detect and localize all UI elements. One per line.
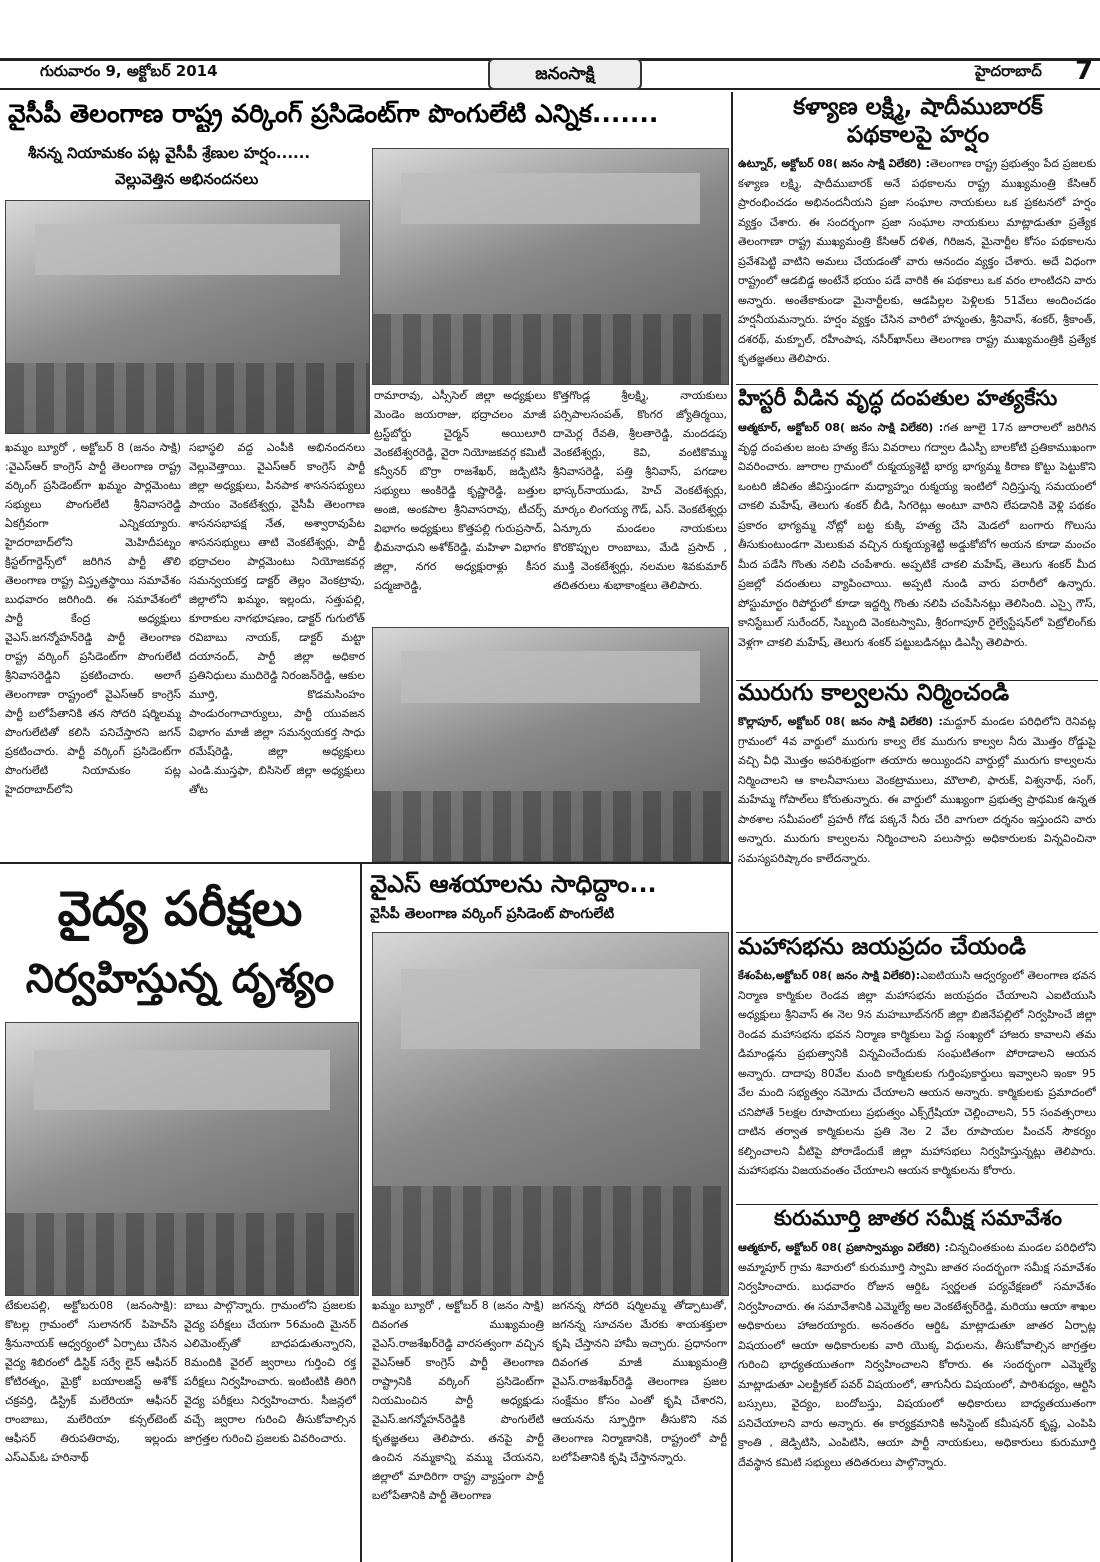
edition-city: హైదరాబాద్ xyxy=(975,62,1042,80)
r4-dateline: కేశంపేట,అక్టోబర్ 08( జనం సాక్షి విలేకరి): xyxy=(738,969,921,982)
medical-headline-2: నిర్వహిస్తున్న దృశ్యం xyxy=(25,956,335,1002)
lower-divider xyxy=(360,862,362,1562)
main-col-3: రామారావు, ఎస్సీసెల్ జిల్లా అధ్యక్షులు మెండెం జయరాజు, భద్రాచలం మాజీ ట్రస్ట్‌బోర్డు చైర్మన్ అయిలూరి వెంకటేశ్వరరెడ్డి, వైరా నియోజకవర్గ కమిటీ కన్వీనర్ బొర్రా రాజశేఖర్, జడ్పిటిసి సభ్యులు అంకిరెడ్డి కృష్ణారెడ్డి, బత్తుల అంజి, అంకపాల శ్రీనివాసరావు, టీచర్స్ విభాగం అధ్యక్షులు కొత్తపల్లి గురుప్రసాద్, భీమనాధుని అశోక్‌రెడ్డి, మహిళా విభాగం జిల్లా, నగర అధ్యక్షురాళ్లు కీసర పద్మజారెడ్డి, xyxy=(374,389,546,592)
r2-body xyxy=(738,418,1096,678)
photo-leaders-poster xyxy=(372,148,729,385)
ys-headline: వైఎస్ ఆశయాలను సాధిద్దాం... xyxy=(370,870,657,898)
r1-headline-1: కళ్యాణ లక్ష్మి, షాదీముబారక్ xyxy=(793,94,1043,120)
ys-subheadline: వైసీపీ తెలంగాణ వర్కింగ్ ప్రసిడెంట్ పొంగులేటి xyxy=(370,906,615,922)
photo-meeting-crowd xyxy=(372,627,729,862)
r5-dateline: ఆత్మకూర్, అక్టోబర్ 08( ప్రజాస్వామ్యం విలేకరి) : xyxy=(738,1241,949,1254)
r2-dateline: ఆత్మకూర్, అక్టోబర్ 08( జనం సాక్షి విలేకరి) : xyxy=(738,421,944,434)
r1-dateline: ఉట్నూర్, అక్టోబర్ 08( జనం సాక్షి విలేకరి) : xyxy=(738,157,931,170)
main-subheadline-1: శీనన్న నియామకం పట్ల వైసీపీ శ్రేణుల హర్షం...... xyxy=(28,144,311,162)
photo-medical-camp xyxy=(5,1022,359,1296)
main-col-4: కొత్తగొండ్ల శ్రీలక్ష్మి, నాయకులు పర్సిపాలసంపత్, కొంగర జ్యోతిర్మయి, దామెర్ల రేవతి, శ్రీలతారెడ్డి, మందడపు వెంకటేశ్వర్లు, కెవి, వంటికొమ్ము శ్రీనివాసరెడ్డి, పత్తి శ్రీనివాస్, పగడాల భాస్కర్‌నాయుడు, హెచ్ వెంకటేశ్వర్లు, మార్కం లింగయ్య గౌడ్, ఎస్. వెంకటేశ్వర్లు ఏన్కూరు మండలం నాయకులు కొరకొప్పుల రాంబాబు, మేడి ప్రసాద్ , ముక్తి వెంకటేశ్వర్లు, నలమల శివకుమార్ తదితరులు శుభాకాంక్షలు తెలిపారు. xyxy=(553,389,727,592)
r5-headline: కురుమూర్తి జాతర సమీక్ష సమావేశం xyxy=(773,1206,1063,1230)
main-col-2: సభాస్థలి వద్ద ఎంపీకి అభినందనలు వెల్లువెత్తాయి. వైఎస్ఆర్ కాంగ్రెస్ పార్టీ జిల్లా అధ్యక్షులు, పినపాక శాసనసభ్యులు పాయం వెంకటేశ్వర్లు, వైసీపీ తెలంగాణ శాసనసభాపక్ష నేత, అశ్వారావుపేట శాసనసభ్యులు తాటి వెంకటేశ్వర్లు, పార్టీ భద్రాచలం పార్లమెంటు నియోజకవర్గ సమన్వయకర్త డాక్టర్ తెల్లం వెంకట్రావు, జిల్లాలోని ఖమ్మం, ఇల్లందు, సత్తుపల్లి, కూరాకుల నాగభూషణం, డాక్టర్ గుగులోత్ రవిబాబు నాయక్, డాక్టర్ మట్టా దయానంద్, పార్టీ జిల్లా అధికార ప్రతినిధులు ముదిరెడ్డి నిరంజన్‌రెడ్డి, ఆకుల మూర్తి, కొడమసింహం పాండురంగాచార్యులు, పార్టీ యువజన విభాగం మాజీ జిల్లా సమన్వయకర్త సాధు రమేష్‌రెడ్డి, జిల్లా అధ్యక్షులు ఎండి.ముస్తఫా, బిసిసెల్ జిల్లా అధ్యక్షులు తోట xyxy=(189,441,365,796)
r-rule-3 xyxy=(736,932,1098,933)
main-headline: వైసీపీ తెలంగాణ రాష్ట్ర వర్కింగ్ ప్రసిడెంట్‌గా పొంగులేటి ఎన్నిక....... xyxy=(8,99,659,128)
r5-body xyxy=(738,1238,1096,1556)
main-subheadline-2: వెల్లువెత్తిన అభినందనలు xyxy=(115,170,259,188)
r4-body xyxy=(738,966,1096,1202)
medical-col-2: బాబు పాల్గొన్నారు. గ్రామంలోని ప్రజలకు వైద్య పరీక్షలు చేయగా 56మంది మైనర్ ఎలిమెంట్స్‌తో బాధపడుతున్నారని, 8మందికి వైరల్ జ్వరాలు గుర్తించి రక్త పరీక్షలు నిర్వహించారు. ఇంటింటికి తిరిగి వైద్య పరీక్షలు నిర్వహించారు. సీజన్లలో వచ్చే జ్వరాల గురించి తీసుకోవాల్సిన జాగ్రత్తల గురించి ప్రజలకు వివరించారు. xyxy=(184,1299,356,1445)
issue-date: గురువారం 9, అక్టోబర్ 2014 xyxy=(40,62,218,80)
r2-text: గత జూలై 17న జూరాలలో జరిగిన వృద్ధ దంపతుల జంట హత్య కేసు వివరాలు గద్వాల డిఎస్పీ బాలకోటి ప్రతికాముఖంగా వివరించారు. జూరాల గ్రామంలో రుక్మయ్యశెట్టి భార్య భాగ్యమ్మ కిరాణ కొట్టు పెట్టుకొని ఒంటరి జీవితం జీవిస్తుండగా మధ్యాహ్నం రుక్మయ్య ఇంటిలో నిద్రిస్తున్న సమయంలో చాకలి మహేష్, తెలుగు శంకర్ బీడి, సిగరెట్లు అంటూ వారిని లేపడానికి వెళ్లి పథకం ప్రకారం భాగ్యమ్మ నోట్లో బట్ట కుక్కి హత్య చేసి మెడలో బంగారు గొలుసు తీసుకుంటుండగా మెలుకువ వచ్చిన రుక్మయ్యశెట్టి అడ్డుకోబోగ అయన కూడా మంచం మీద పడేసి గొంతు నలిపి చంపేశారు. అప్పటికే చాకలి మహేష్, తెలుగు శంకర్ మీద ప్రజల్లో వదంతులు వ్యాపించాయి. అప్పటి నుండి వారు పరారీలో ఉన్నారు. పోస్టుమార్టం రిపోర్టులో కూడా ఇద్దర్ని గొంతు నలిపి చంపేసినట్లు తెలిసింది. ఎస్సై గౌస్, కానిస్టేబుల్ సురేందర్, సిబ్బంది వెంకటస్వామి, శ్రీరంగాపూర్ రైల్వేస్టేషన్‌లో పెట్రోలింగ్‌కు వెళ్లగా చాకలి మహేష్, తెలుగు శంకర్ పట్టుబడినట్లు డిఎస్పీ తెలిపారు. xyxy=(738,421,1096,649)
r3-body xyxy=(738,712,1096,930)
right-column-divider xyxy=(731,92,733,1562)
section-divider xyxy=(0,862,731,864)
r1-text: తెలంగాణ రాష్ట్ర ప్రభుత్వం పేద ప్రజలకు కళ్యాణ లక్ష్మి, షాదీముబారక్ అనే పథకాలను రాష్ట్ర ముఖ్యమంత్రి కేసిఆర్ ప్రారంభించడం అభినందనీయని ప్రజా సంఘాల నాయకులు ఒక ప్రకటనలో హర్షం వ్యక్తం చేశారు. ఈ సందర్భంగా ప్రజా సంఘాల నాయకులు మాట్లాడుతూ ప్రత్యేక తెలంగాణా రాష్ట్ర ముఖ్యమంత్రి కేసిఆర్ దళిత, గిరిజన, మైనార్టీల కోసం పథకాలను ప్రవేశపెట్టి వాటిని అమలు చేయడంతో వారు ఆనందం వ్యక్తం చేశారు. అదే విధంగా రాష్ట్రంలో ఆడబిడ్డ అంటేనే భయం పడే వారికి ఈ పథకాలు ఒక వరం లాంటిదని వారు అన్నారు. అంతేకాకుండా మైనార్టీలకు, ఆడపిల్లల పెళ్లిలకు 51వేలు అందించడం హర్షనీయమన్నారు. హర్షం వ్యక్తం చేసిన వారిలో హన్మంతు, శ్రీనివాస్, శంకర్, శ్రీకాంత్, దశరథ్, మక్బూల్, రహీంపాష, నసీర్‌ఖాన్‌లు తెలంగాణ రాష్ట్ర ముఖ్యమంత్రికి ప్రత్యేక కృతజ్ఞతలు తెలిపారు. xyxy=(738,157,1096,365)
medical-col-1: టేకులపల్లి, అక్టోబరు08 (జనంసాక్షి): కొటల్ల గ్రామంలో సులానగర్ పిహెచ్‌సి శ్రీనునాయక్ ఆధ్వర్యంలో ఏర్పాటు చేసిన వైద్య శిబిరంలో డిస్టిక్ సర్వే లైన్ ఆఫీసర్ కోటిరత్నం, మైక్రో బయాలజిస్ట్ అశోక్ చక్రవర్తి, డిస్ట్రిక్ మలేరియా ఆఫీసర్ రాంబాబు, మలేరియా కన్సల్‌టెంట్ ఆఫీసర్ తిరుపతిరావు, ఇల్లందు ఎస్ఎమ్‌ఓ హరినాథ్ xyxy=(5,1299,177,1464)
newspaper-logo: జనంసాక్షి xyxy=(488,58,642,90)
r1-body xyxy=(738,154,1096,380)
ys-col-1: ఖమ్మం బ్యూరో , అక్టోబర్ 8 (జనం సాక్షి) దివంగత ముఖ్యమంత్రి వైఎస్.రాజశేఖర్‌రెడ్డి వారసత్వంగా వచ్చిన వైఎస్ఆర్ కాంగ్రెస్ పార్టీ తెలంగాణ రాష్ట్రానికి వర్కింగ్ ప్రసిడెంట్‌గా నియమించిన పార్టీ అధ్యక్షుడు వైఎస్.జగన్మోహన్‌రెడ్డికి పొంగులేటి కృతజ్ఞతలు తెలిపారు. తనపై పార్టీ ఉంచిన నమ్మకాన్ని వమ్ము చేయనని, జిల్లాలో మాదిరిగా రాష్ట్ర వ్యాప్తంగా పార్టీ బలోపేతానికి పార్టీ తెలంగాణ xyxy=(372,1299,544,1502)
r4-headline: మహాసభను జయప్రదం చేయండి xyxy=(738,934,1026,960)
r3-text: మద్దూర్ మండల పరిధిలోని రెనివట్ల గ్రామంలో 4వ వార్డులో మురుగు కాల్వ లేక మురుగు కాల్వల నీరు మొత్తం రోడ్డుపై వచ్చి వీధి మొత్తం అపరిశుభ్రంగా తయారు అయ్యిందని వార్డుల్లో మురుగు కాల్వలను నిర్మించాలని ఆ కాలనీవాసులు వెంకట్రాములు, మౌలాలి, ఫారుక్, విశ్వనాథ్, సంగ్, మహేమ్మ గోపాల్‌లు కోరుతున్నారు. ఈ వార్డులో ముఖ్యంగా ప్రభుత్వ ప్రాథమిక ఉన్నత పాఠశాల సమీపంలో ప్రహరీ గోడ పక్కనే నీరు చేరి వాగులా దర్శనం ఇస్తుందని వారు అన్నారు. మురుగు కాల్వలను నిర్మించాలని పలుసార్లు అధికారులకు విన్నవించినా సమస్యపరిష్కారం కాలేదన్నారు. xyxy=(738,715,1096,865)
r-rule-4 xyxy=(736,1204,1098,1205)
r1-headline-2: పథకాలపై హర్షం xyxy=(846,122,990,148)
main-col-1: ఖమ్మం బ్యూరో , అక్టోబర్ 8 (జనం సాక్షి) :వైఎస్ఆర్ కాంగ్రెస్ పార్టీ తెలంగాణ రాష్ట్ర వర్కింగ్ ప్రసిడెంట్‌గా ఖమ్మం పార్లమెంటు సభ్యులు పొంగులేటి శ్రీనివాసరెడ్డి ఏకగ్రీవంగా ఎన్నికయ్యారు. హైదరాబాద్‌లోని మెహిదీపట్నం క్రిస్టల్‌గార్డెన్స్‌లో జరిగిన పార్టీ తొలి తెలంగాణ రాష్ట్ర విస్తృతస్థాయి సమావేశం బుధవారం జరిగింది. ఈ సమావేశంలో పార్టీ కేంద్ర అధ్యక్షులు వైఎస్.జగన్మోహన్‌రెడ్డి పార్టీ తెలంగాణ రాష్ట్ర వర్కింగ్ ప్రసిడెంట్‌గా పొంగులేటి శ్రీనివాసరెడ్డిని ప్రకటించారు. అలాగే తెలంగాణా రాష్ట్రంలో వైఎస్ఆర్ కాంగ్రెస్ పార్టీ బలోపేతానికి తన సోదరి షర్మిలమ్మ పొంగులేటితో కలిసి పనిచేస్తారని జగన్ ప్రకటించారు. పార్టీ వర్కింగ్ ప్రసిడెంట్‌గా పొంగులేటి నియామకం పట్ల హైదరాబాద్‌లోని xyxy=(5,441,181,796)
r3-headline: మురుగు కాల్వలను నిర్మించండి xyxy=(738,680,1010,706)
page-number: 7 xyxy=(1075,56,1094,86)
r2-headline: హిస్టరీ వీడిన వృద్ధ దంపతుల హత్యకేసు xyxy=(738,386,1058,410)
photo-stage-leaders xyxy=(5,200,370,434)
ys-col-2: జగనన్న సోదరి షర్మిలమ్మ తోడ్పాటుతో, జగనన్న సూచనల మేరకు శాయశక్తులా కృషి చేస్తానని హామీ ఇచ్చారు. ప్రధానంగా దివంగత మాజీ ముఖ్యమంత్రి వైఎస్.రాజశేఖర్‌రెడ్డి తెలంగాణ ప్రజల సంక్షేమం కోసం ఎంతో కృషి చేశారని, ఆయనను స్ఫూర్తిగా తీసుకొని నవ తెలంగాణ నిర్మాణానికి, రాష్ట్రంలో పార్టీ బలోపేతానికి కృషి చేస్తానన్నారు. xyxy=(552,1299,727,1464)
r3-dateline: కొల్లాపూర్, అక్టోబర్ 08( జనం సాక్షి విలేకరి) : xyxy=(738,715,943,728)
photo-ys-meeting xyxy=(372,932,729,1296)
r4-text: ఎఐటియుసి ఆధ్వర్యంలో తెలంగాణ భవన నిర్మాణ కార్మికుల రెండవ జిల్లా మహాసభను జయప్రదం చేయాలని ఎఐటియుసి అధ్యక్షులు శ్రీనివాస్ ఈ నెల 9న మహబూబ్‌నగర్ జిల్లా బిజినేపల్లిలో నిర్వహించే జిల్లా రెండవ మహాసభను భవన నిర్మాణ కార్మికులు పెద్ద సంఖ్యలో హాజరు కావాలని తమ డిమాండ్లను ప్రభుత్వానికి విన్నవించేందుకు సంఘటితంగా పోరాడాలని ఆయన అన్నారు. దాదాపు 80వేల మంది కార్మికులకు గుర్తింపుకార్డులు ఇవ్వాలని ఇంకా 95 వేల మంది సభ్యత్వం నమోదు చేయాలని ఆయన అన్నారు. కార్మికులకు ప్రమాదంలో చనిపోతే 5లక్షల రూపాయలు ప్రభుత్వం ఎక్స్‌గ్రేషియా చెల్లించాలని, 55 సంవత్సరాలు దాటిన తర్వాత కార్మికులను ప్రతి నెల 2 వేల రూపాయల పించన్ సౌకర్యం కల్పించాలని వీటిపై పోరాడేందుకే జిల్లా మహాసభలు నిర్వహిస్తున్నట్లు తెలిపారు. మహాసభను విజయవంతం చేయాలని ఆయన కార్మికులను కోరారు. xyxy=(738,969,1096,1177)
medical-headline-1: వైద్య పరీక్షలు xyxy=(57,881,303,937)
r-rule-1 xyxy=(736,384,1098,385)
r5-text: చిన్నచింతకుంట మండల పరిధిలోని అమ్మాపూర్ గ్రామ శివారులో కురుమూర్తి స్వామి జాతర సందర్భంగా సమీక్ష సమావేశం నిర్వహించారు. బుధవారం రోజున ఆర్డిఓ స్వర్ణలత పర్యవేక్షణలో సమావేశం నిర్వహించారు. ఈ సమావేశానికి ఎమ్మెల్యే అల వెంకటేశ్వర్‌రెడ్డి, మరియు ఆయా శాఖల అధికారులు హాజరయ్యారు. అనంతరం ఆర్డిఓ మాట్లాడుతూ జాతర ఏర్పాట్ల విషయంలో ఆయా అధికారులకు వారి యొక్క విధులను, తీసుకోవాల్సిన జాగ్రత్తల గురించి భాధ్యతయుతంగా నిర్వహించాలని కోరారు. ఈ సందర్భంగా ఎమ్మెల్యే మాట్లాడుతూ ఎలక్ట్రికల్ పవర్ విషయంలో, తాగునీరు విషయంలో, పారిశుధ్యం, ఆర్టిసి బస్సులు, వైద్యం, బందోబస్తు, విషయంలో అధికారులు బాధ్యతయుతంగా పనిచేయాలని వారు అన్నారు. ఈ కార్యక్రమానికి అసిస్టెంట్ కమీషనర్ కృష్ణ, ఎంపిపి క్రాంతి , జెడ్పిటిసి, ఎంపిటిసి, ఆయా పార్టీ నాయకులు, అధికారులు కురుమూర్తి దేవస్థాన కమిటి సభ్యులు తదితరులు పాల్గొన్నారు. xyxy=(738,1241,1096,1469)
